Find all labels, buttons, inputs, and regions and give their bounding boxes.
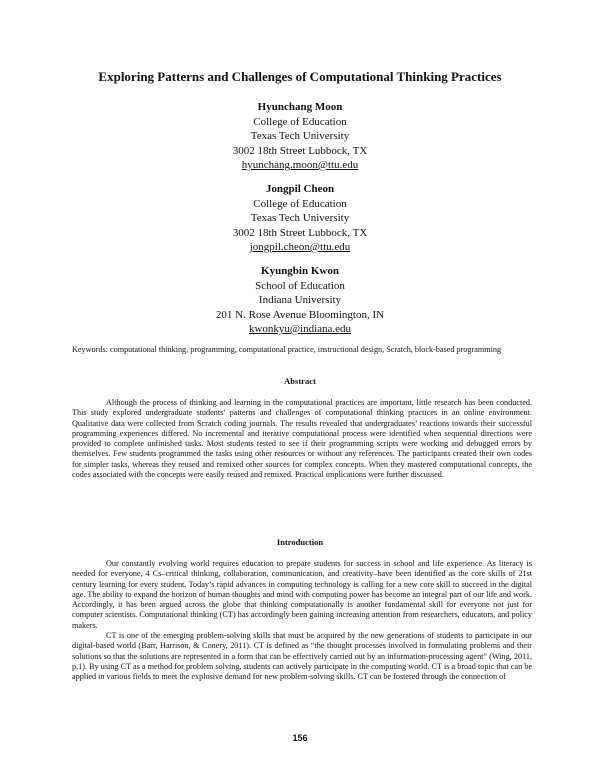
author-address: 3002 18th Street Lubbock, TX [232, 144, 368, 157]
keywords: Keywords: computational thinking, programming, computational practice, instructional design, Scratch, block-based programming [72, 345, 502, 354]
author-department: College of Education [253, 115, 347, 128]
introduction-paragraph: CT is one of the emerging problem-solving skills that must be acquired by the new generations of students to participate in our digital-based world (Barr, Harrison, & Conery, 2011). CT is defined as “the thought processes involved in formulating problems and their solutions so that the solutions are represented in a form that can be effectively carried out by an information-processing agent” (Wing, 2011, p.1). By using CT as a method for problem solving, students can actively participate in the computing world. CT is a broad topic that can be applied in various fields to meet the explosive demand for new problem-solving skills. CT can be fostered through the connection of [72, 631, 532, 681]
introduction-paragraph: Our constantly evolving world requires education to prepare students for success in school and life experience. As literacy is needed for everyone, 4 Cs–critical thinking, collaboration, communication, and creativity–have been identified as the core skills of 21st century learning for every student. Today’s rapid advances in computing technology is calling for a new core skill to succeed in the digital age. The ability to expand the horizon of human thoughts and mind with computing power has become an integral part of our life and work. Accordingly, it has been argued across the globe that thinking computationally is another fundamental skill for everyone not just for computer scientists. Computational thinking (CT) has accordingly been gaining increasing attention from researchers, educators, and policy makers. [72, 559, 532, 630]
author-university: Texas Tech University [250, 212, 350, 224]
author-address: 3002 18th Street Lubbock, TX [232, 226, 368, 239]
author-name: Hyunchang Moon [257, 101, 343, 113]
author-name: Jongpil Cheon [265, 183, 335, 195]
paper-title: Exploring Patterns and Challenges of Computational Thinking Practices [98, 69, 502, 84]
author-university: Texas Tech University [250, 130, 350, 142]
introduction-heading: Introduction [276, 537, 324, 547]
author-block [0, 100, 600, 173]
author-email-link[interactable]: hyunchang.moon@ttu.edu [241, 159, 359, 171]
page-number: 156 [292, 733, 308, 743]
author-block [0, 182, 600, 255]
author-university: Indiana University [258, 294, 342, 306]
author-address: 201 N. Rose Avenue Bloomington, IN [215, 308, 385, 321]
abstract-heading: Abstract [284, 376, 316, 386]
author-block [0, 264, 600, 337]
author-department: College of Education [253, 197, 347, 210]
author-email-link[interactable]: jongpil.cheon@ttu.edu [249, 241, 351, 253]
author-department: School of Education [255, 279, 345, 292]
author-name: Kyungbin Kwon [261, 265, 339, 277]
author-email-link[interactable]: kwonkyu@indiana.edu [248, 323, 352, 335]
abstract-text: Although the process of thinking and learning in the computational practices are important, little research has been conducted. This study explored undergraduate students’ patterns and challenges of computational thinking practices in an online environment. Qualitative data were collected from Scratch coding journals. The results revealed that undergraduates’ reactions towards their successful programming experiences differed. No incremental and iterative computational process were identified when sequential directions were provided to complete unfinished tasks. Most students tested to see if their programming scripts were working and debugged errors by themselves. Few students programmed the tasks using other resources or without any references. The participants created their own codes for simpler tasks, whereas they reused and remixed other sources for complex concepts. When they mastered computational concepts, the codes associated with the concepts were easily reused and remixed. Practical implications were further discussed. [72, 398, 532, 479]
